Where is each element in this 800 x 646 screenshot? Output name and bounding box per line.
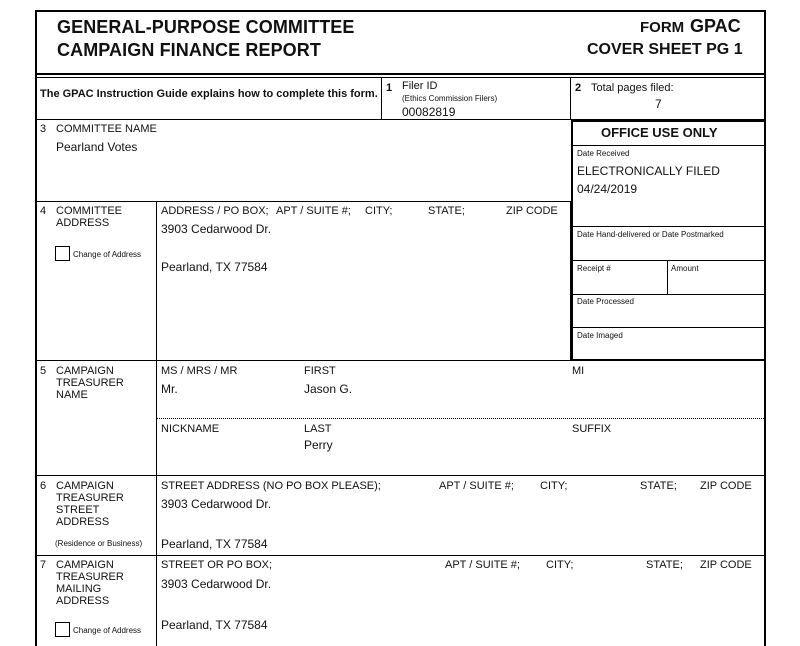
- committee-apt-header: APT / SUITE #;: [276, 205, 351, 217]
- committee-city-value: Pearland, TX 77584: [161, 260, 268, 274]
- salutation-header: MS / MRS / MR: [161, 365, 238, 377]
- hand-delivered-label: Date Hand-delivered or Date Postmarked: [577, 230, 724, 239]
- committee-zip-header: ZIP CODE: [506, 205, 558, 217]
- mailing-apt-header: APT / SUITE #;: [445, 559, 520, 571]
- committee-state-header: STATE;: [428, 205, 465, 217]
- section-7-number: 7: [40, 559, 47, 571]
- mailing-change-of-address-checkbox[interactable]: [55, 622, 70, 637]
- mailing-state-header: STATE;: [646, 559, 683, 571]
- treasurer-street-label-3: STREET: [56, 504, 100, 516]
- suffix-header: SUFFIX: [572, 423, 612, 435]
- field-1-number: 1: [386, 82, 393, 94]
- last-name-value: Perry: [304, 438, 333, 452]
- treasurer-mailing-label-4: ADDRESS: [56, 595, 110, 607]
- instruction-guide-text: The GPAC Instruction Guide explains how to complete this form.: [40, 88, 378, 100]
- residence-business-label: (Residence or Business): [55, 539, 143, 548]
- receipt-label: Receipt #: [577, 264, 611, 273]
- salutation-value: Mr.: [161, 382, 178, 396]
- committee-name-value: Pearland Votes: [56, 140, 138, 154]
- treasurer-street-header: STREET ADDRESS (NO PO BOX PLEASE);: [161, 480, 381, 492]
- treasurer-street-label-4: ADDRESS: [56, 516, 110, 528]
- mailing-change-of-address-label: Change of Address: [73, 626, 142, 635]
- treasurer-zip-header: ZIP CODE: [700, 480, 752, 492]
- last-name-header: LAST: [304, 423, 332, 435]
- committee-change-of-address-checkbox[interactable]: [55, 246, 70, 261]
- mailing-zip-header: ZIP CODE: [700, 559, 752, 571]
- committee-change-of-address-label: Change of Address: [73, 250, 142, 259]
- treasurer-mailing-label-3: MAILING: [56, 583, 102, 595]
- treasurer-street-value: 3903 Cedarwood Dr.: [161, 497, 272, 511]
- nickname-header: NICKNAME: [161, 423, 220, 435]
- first-name-header: FIRST: [304, 365, 336, 377]
- date-imaged-label: Date Imaged: [577, 331, 623, 340]
- treasurer-street-label-1: CAMPAIGN: [56, 480, 114, 492]
- treasurer-mailing-label-1: CAMPAIGN: [56, 559, 114, 571]
- mailing-city-value: Pearland, TX 77584: [161, 618, 268, 632]
- treasurer-name-label-1: CAMPAIGN: [56, 365, 114, 377]
- committee-city-header: CITY;: [365, 205, 393, 217]
- committee-street-value: 3903 Cedarwood Dr.: [161, 222, 272, 236]
- form-title-line1: GENERAL-PURPOSE COMMITTEE: [57, 17, 355, 37]
- total-pages-value: 7: [655, 97, 662, 111]
- committee-name-label: COMMITTEE NAME: [56, 123, 157, 135]
- treasurer-name-label-2: TREASURER: [56, 377, 124, 389]
- committee-address-label-2: ADDRESS: [56, 217, 110, 229]
- treasurer-mailing-label-2: TREASURER: [56, 571, 124, 583]
- treasurer-city-header: CITY;: [540, 480, 568, 492]
- treasurer-apt-header: APT / SUITE #;: [439, 480, 514, 492]
- date-received-label: Date Received: [577, 149, 630, 158]
- date-processed-label: Date Processed: [577, 297, 634, 306]
- form-label: FORM: [640, 19, 685, 36]
- mailing-street-header: STREET OR PO BOX;: [161, 559, 273, 571]
- section-6-number: 6: [40, 480, 47, 492]
- treasurer-state-header: STATE;: [640, 480, 677, 492]
- mailing-city-header: CITY;: [546, 559, 574, 571]
- form-title-line2: CAMPAIGN FINANCE REPORT: [57, 40, 321, 60]
- cover-sheet-label: COVER SHEET PG 1: [587, 41, 743, 58]
- committee-address-label-1: COMMITTEE: [56, 205, 122, 217]
- field-2-number: 2: [575, 82, 582, 94]
- filer-id-sublabel: (Ethics Commission Filers): [402, 94, 498, 103]
- form-code: GPAC: [690, 16, 741, 36]
- mailing-street-value: 3903 Cedarwood Dr.: [161, 577, 272, 591]
- filer-id-value: 00082819: [402, 105, 456, 119]
- office-use-title: OFFICE USE ONLY: [601, 125, 718, 140]
- middle-initial-header: MI: [572, 365, 585, 377]
- section-4-number: 4: [40, 205, 47, 217]
- section-5-number: 5: [40, 365, 47, 377]
- treasurer-city-value: Pearland, TX 77584: [161, 537, 268, 551]
- treasurer-name-label-3: NAME: [56, 389, 88, 401]
- first-name-value: Jason G.: [304, 382, 353, 396]
- committee-address-header: ADDRESS / PO BOX;: [161, 205, 269, 217]
- treasurer-street-label-2: TREASURER: [56, 492, 124, 504]
- total-pages-label: Total pages filed:: [591, 82, 674, 94]
- amount-label: Amount: [671, 264, 699, 273]
- filer-id-label: Filer ID: [402, 80, 438, 92]
- date-received-line2: 04/24/2019: [577, 182, 638, 196]
- date-received-line1: ELECTRONICALLY FILED: [577, 164, 720, 178]
- section-3-number: 3: [40, 123, 47, 135]
